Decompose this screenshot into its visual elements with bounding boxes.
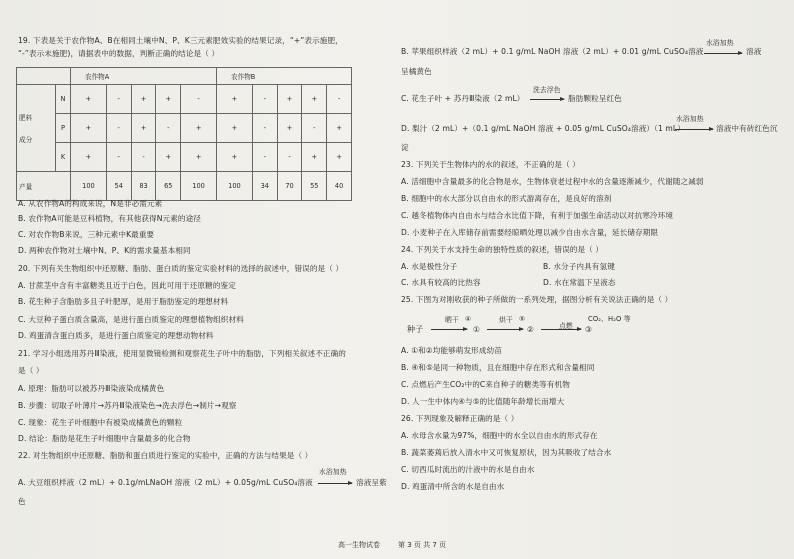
q22-b-result: 溶液: [746, 47, 762, 56]
reaction-arrow: [318, 483, 352, 484]
q22-b-line-2: 呈橘黄色: [401, 67, 432, 76]
diagram-seed-label: 种子: [407, 325, 424, 334]
table-cell: +: [181, 143, 217, 172]
table-cell: +: [156, 85, 181, 114]
q26-option-b: B. 蔬菜萎蔫后放入清水中又可恢复原状，因为其吸收了结合水: [401, 448, 612, 457]
q22-d-line-2: 淀: [401, 143, 409, 152]
q19-option-d: D. 两种农作物对土壤中N、P、K的需求量基本相同: [18, 246, 191, 255]
q24-option-c: C. 水具有较高的比热容: [401, 278, 481, 287]
q25-option-b: B. ④和⑤是同一种物质，且在细胞中存在形式和含量相同: [401, 363, 595, 372]
q23-option-c: C. 越冬植物体内自由水与结合水比值下降，有利于加强生命活动以对抗寒冷环境: [401, 211, 674, 220]
reaction-arrow: [675, 129, 713, 130]
yield-cell: 34: [252, 172, 277, 201]
q25-option-d: D. 人一生中体内④与⑤的比值随年龄增长而增大: [401, 397, 565, 406]
diagram-circle-4: ④: [465, 315, 472, 323]
q21-option-d: D. 结论：脂肪是花生子叶细胞中含量最多的化合物: [18, 434, 191, 443]
row-name-n: N: [56, 85, 71, 114]
q22-a-end: 色: [18, 497, 26, 506]
yield-cell: 55: [302, 172, 327, 201]
table-cell: -: [106, 85, 131, 114]
table-cell: -: [131, 143, 156, 172]
q23-option-d: D. 小麦种子在入库储存前需要经晾晒处理以减少自由水含量，延长储存期限: [401, 228, 659, 237]
diagram-step-sun-dry: 晒干: [445, 316, 459, 324]
table-cell: -: [252, 114, 277, 143]
table-cell: -: [181, 85, 217, 114]
q26-option-a: A. 水母含水量为97%，细胞中的水全以自由水的形式存在: [401, 431, 598, 440]
reaction-arrow: [530, 99, 564, 100]
yield-cell: 83: [131, 172, 156, 201]
diagram-step-oven-dry: 烘干: [499, 316, 513, 324]
footer-page-number: 第 3 页 共 7 页: [398, 541, 447, 549]
yield-cell: 100: [217, 172, 253, 201]
yield-cell: 100: [181, 172, 217, 201]
seed-processing-diagram: [401, 311, 661, 341]
footer-title: 高一生物试卷: [338, 541, 380, 549]
q21-stem-line-2: 是（ ）: [18, 366, 44, 375]
diagram-arrow-2: [487, 329, 523, 330]
q19-stem-line-1: 19. 下表是关于农作物A、B在相同土壤中N、P、K三元素肥效实验的结果记录，“+”表示施肥，: [18, 36, 343, 45]
q22-a-condition: 水浴加热: [319, 468, 347, 476]
table-cell: -: [106, 114, 131, 143]
q19-option-b: B. 农作物A可能是豆科植物，有其他获得N元素的途径: [18, 214, 201, 223]
table-cell: -: [106, 143, 131, 172]
table-cell: -: [302, 114, 327, 143]
q22-option-b: B. 苹果组织样液（2 mL）+ 0.1 g/mL NaOH 溶液（2 mL）+ 0.01 g/mL CuSO₄溶液: [401, 47, 704, 56]
row-name-k: K: [56, 143, 71, 172]
diagram-step-ignite: 点燃: [559, 322, 573, 330]
reaction-arrow: [704, 53, 742, 54]
q24-option-d: D. 水在常温下呈液态: [543, 278, 616, 287]
table-cell: +: [327, 143, 352, 172]
table-cell: +: [131, 85, 156, 114]
q19-stem-line-2: “-”表示未施肥)，请据表中的数据，判断正确的结论是（ ）: [18, 49, 220, 58]
q25-stem: 25. 下图为对刚收获的种子所做的一系列处理，据图分析有关说法正确的是（ ）: [401, 295, 673, 304]
table-cell: +: [302, 85, 327, 114]
yield-cell: 40: [327, 172, 352, 201]
table-cell: -: [277, 143, 302, 172]
table-cell: +: [277, 85, 302, 114]
q22-c-result: 脂肪颗粒呈红色: [568, 94, 622, 103]
q20-stem: 20. 下列有关生物组织中还原糖、脂肪、蛋白质的鉴定实验材料的选择的叙述中，错误的是（ ）: [18, 264, 344, 273]
q22-d-result: 溶液中有砖红色沉: [716, 124, 778, 133]
q22-a-result: 溶液呈紫: [356, 478, 387, 487]
q21-option-a: A. 原理：脂肪可以被苏丹Ⅲ染液染成橘黄色: [18, 384, 165, 393]
table-cell: +: [131, 114, 156, 143]
table-cell: +: [156, 143, 181, 172]
yield-label: 产量: [17, 172, 71, 201]
yield-cell: 65: [156, 172, 181, 201]
q22-stem: 22. 对生物组织中还原糖、脂肪和蛋白质进行鉴定的实验中，正确的方法与结果是（ ）: [18, 451, 313, 460]
row-label-fertilizer: 肥料 成分: [17, 85, 56, 172]
table-cell: +: [181, 114, 217, 143]
table-cell: +: [217, 114, 253, 143]
q23-option-a: A. 活细胞中含量最多的化合物是水，生物体衰老过程中水的含量逐渐减少，代谢随之减弱: [401, 177, 704, 186]
q19-option-c: C. 对农作物B来说，三种元素中K最重要: [18, 230, 155, 239]
table-cell: +: [302, 143, 327, 172]
q26-option-c: C. 切西瓜时流出的汁液中的水是自由水: [401, 465, 535, 474]
q22-option-a: A. 大豆组织样液（2 mL）+ 0.1g/mLNaOH 溶液（2 mL）+ 0.05g/mL CuSO₄溶液: [18, 478, 313, 487]
q23-option-b: B. 细胞中的水大部分以自由水的形式游离存在，是良好的溶剂: [401, 194, 612, 203]
q20-option-c: C. 大豆种子蛋白质含量高，是进行蛋白质鉴定的理想植物组织材料: [18, 315, 244, 324]
table-cell: +: [277, 114, 302, 143]
q20-option-b: B. 花生种子含脂肪多且子叶肥厚，是用于脂肪鉴定的理想材料: [18, 297, 229, 306]
diagram-product: CO₂、H₂O 等: [588, 315, 631, 323]
diagram-arrow-3: [541, 329, 581, 330]
q24-stem: 24. 下列关于水支持生命的独特性质的叙述，错误的是（ ）: [401, 245, 604, 254]
header-crop-b: 农作物B: [217, 68, 352, 85]
table-cell: +: [71, 85, 107, 114]
q21-option-c: C. 现象：花生子叶细胞中有被染成橘黄色的颗粒: [18, 418, 183, 427]
q21-option-b: B. 步骤：切取子叶薄片→苏丹Ⅲ染液染色→洗去浮色→制片→观察: [18, 401, 237, 410]
q22-c-condition: 洗去浮色: [533, 86, 561, 94]
yield-cell: 70: [277, 172, 302, 201]
yield-cell: 54: [106, 172, 131, 201]
q24-option-b: B. 水分子内具有氢键: [543, 262, 615, 271]
q24-option-a: A. 水是极性分子: [401, 262, 458, 271]
row-name-p: P: [56, 114, 71, 143]
q22-option-c: C. 花生子叶 + 苏丹Ⅲ染液（2 mL）: [401, 94, 525, 103]
diagram-arrow-1: [431, 329, 467, 330]
fertilizer-table: [16, 67, 352, 201]
header-crop-a: 农作物A: [71, 68, 217, 85]
q22-option-d: D. 梨汁（2 mL）+（0.1 g/mL NaOH 溶液 + 0.05 g/mL CuSO₄溶液）（1 mL）: [401, 124, 685, 133]
diagram-circle-3: ③: [585, 325, 592, 334]
q25-option-a: A. ①和②均能够萌发形成幼苗: [401, 346, 502, 355]
q20-option-d: D. 鸡蛋清含蛋白质多，是进行蛋白质鉴定的理想动物材料: [18, 331, 214, 340]
diagram-circle-5: ⑤: [519, 315, 526, 323]
diagram-circle-1: ①: [473, 325, 480, 334]
q22-b-condition: 水浴加热: [706, 39, 734, 47]
table-cell: +: [71, 114, 107, 143]
table-cell: +: [327, 114, 352, 143]
q21-stem-line-1: 21. 学习小组选用苏丹Ⅲ染液，使用显微镜检测和观察花生子叶中的脂肪，下列相关叙述不正确的: [18, 349, 346, 358]
q19-option-a: A. 从农作物A的构成来说，N是非必需元素: [18, 199, 163, 208]
table-cell: -: [327, 85, 352, 114]
table-cell: +: [217, 85, 253, 114]
table-cell: -: [252, 85, 277, 114]
table-cell: +: [71, 143, 107, 172]
q26-stem: 26. 下列现象及解释正确的是（ ）: [401, 414, 519, 423]
yield-cell: 100: [71, 172, 107, 201]
table-cell: +: [217, 143, 253, 172]
q22-d-condition: 水浴加热: [676, 115, 704, 123]
diagram-circle-2: ②: [527, 325, 534, 334]
q26-option-d: D. 鸡蛋清中所含的水是自由水: [401, 482, 505, 491]
q23-stem: 23. 下列关于生物体内的水的叙述，不正确的是（ ）: [401, 160, 580, 169]
q20-option-a: A. 甘蔗茎中含有丰富糖类且近于白色，因此可用于还原糖的鉴定: [18, 281, 236, 290]
table-cell: -: [156, 114, 181, 143]
table-cell: -: [252, 143, 277, 172]
q25-option-c: C. 点燃后产生CO₂中的C来自种子的糖类等有机物: [401, 380, 570, 389]
